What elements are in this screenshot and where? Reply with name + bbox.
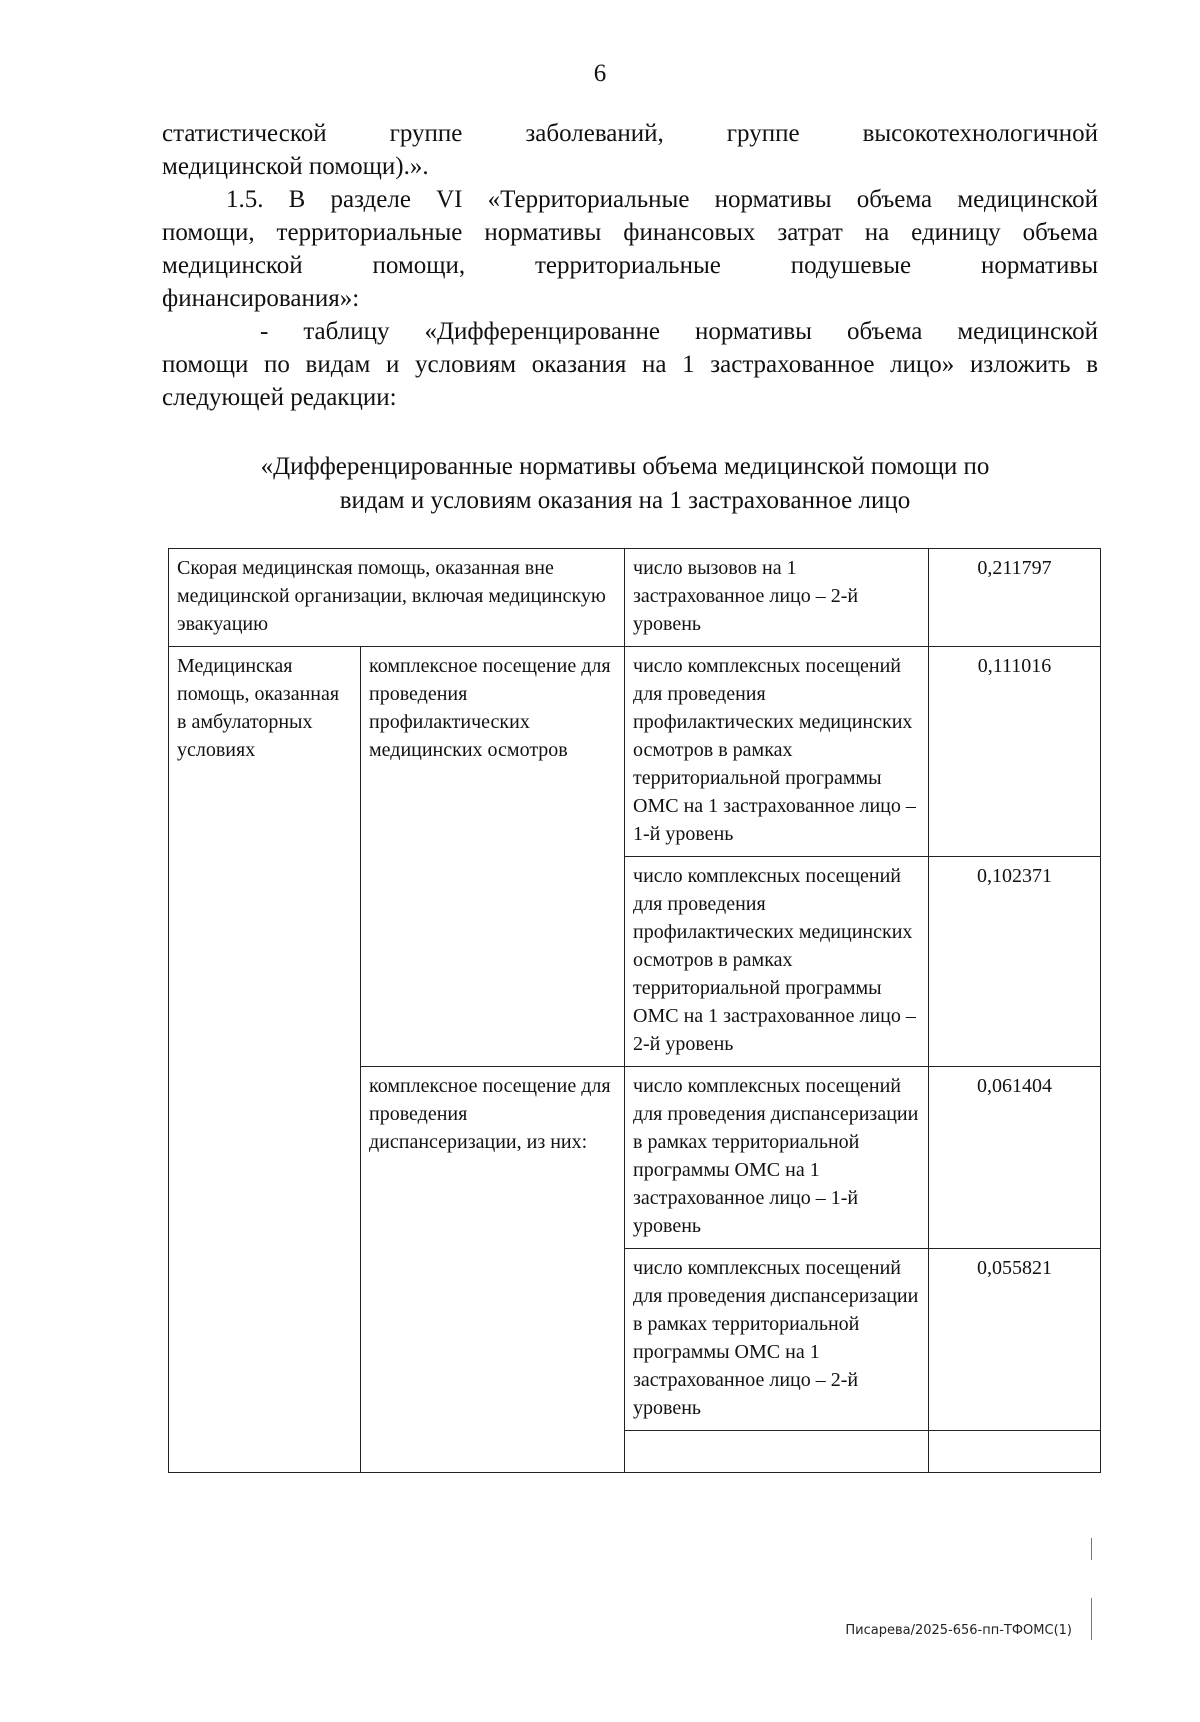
table-row xyxy=(169,549,1101,647)
value-cell: 0,061404 xyxy=(929,1067,1101,1249)
paragraph-line: помощи по видам и условиям оказания на 1 застрахованное лицо» изложить в xyxy=(162,351,1098,378)
paragraph-line: помощи, территориальные нормативы финансовых затрат на единицу объема xyxy=(162,219,1098,246)
table-title-line: видам и условиям оказания на 1 застрахованное лицо xyxy=(339,487,911,514)
table-row xyxy=(169,647,1101,857)
table-title xyxy=(150,450,1100,518)
scan-mark xyxy=(1091,1598,1092,1640)
paragraph-line: следующей редакции: xyxy=(162,384,397,411)
paragraph-line: финансирования»: xyxy=(162,285,360,312)
norms-table xyxy=(168,548,1101,1473)
table-title-line: «Дифференцированные нормативы объема медицинской помощи по xyxy=(260,453,990,480)
subcategory-cell: комплексное посещение для проведения диспансеризации, из них: xyxy=(361,1067,625,1473)
scan-mark xyxy=(1091,1538,1092,1560)
body-paragraphs xyxy=(162,117,1098,414)
value-cell: 0,102371 xyxy=(929,857,1101,1067)
paragraph-line: медицинской помощи, территориальные подушевые нормативы xyxy=(162,252,1098,279)
empty-cell xyxy=(929,1431,1101,1473)
subcategory-cell: комплексное посещение для проведения профилактических медицинских осмотров xyxy=(361,647,625,1067)
category-cell: Медицинская помощь, оказанная в амбулаторных условиях xyxy=(169,647,361,1473)
empty-cell xyxy=(625,1431,929,1473)
unit-cell: число комплексных посещений для проведения профилактических медицинских осмотров в рамках территориальной программы ОМС на 1 застрахованное лицо – 1-й уровень xyxy=(625,647,929,857)
value-cell: 0,211797 xyxy=(929,549,1101,647)
value-cell: 0,055821 xyxy=(929,1249,1101,1431)
paragraph-line: медицинской помощи).». xyxy=(162,153,429,180)
unit-cell: число вызовов на 1 застрахованное лицо – 2-й уровень xyxy=(625,549,929,647)
paragraph-line: - таблицу «Дифференцированне нормативы объема медицинской xyxy=(260,318,1098,345)
unit-cell: число комплексных посещений для проведения диспансеризации в рамках территориальной программы ОМС на 1 застрахованное лицо – 1-й уровень xyxy=(625,1067,929,1249)
unit-cell: число комплексных посещений для проведения профилактических медицинских осмотров в рамках территориальной программы ОМС на 1 застрахованное лицо – 2-й уровень xyxy=(625,857,929,1067)
paragraph-line: 1.5. В разделе VI «Территориальные нормативы объема медицинской xyxy=(226,186,1098,213)
paragraph-line: статистической группе заболеваний, группе высокотехнологичной xyxy=(162,120,1098,147)
footer-file-id: Писарева/2025-656-пп-ТФОМС(1) xyxy=(845,1623,1072,1638)
value-cell: 0,111016 xyxy=(929,647,1101,857)
category-cell: Скорая медицинская помощь, оказанная вне медицинской организации, включая медицинскую эвакуацию xyxy=(169,549,625,647)
page-number: 6 xyxy=(593,60,607,87)
unit-cell: число комплексных посещений для проведения диспансеризации в рамках территориальной программы ОМС на 1 застрахованное лицо – 2-й уровень xyxy=(625,1249,929,1431)
